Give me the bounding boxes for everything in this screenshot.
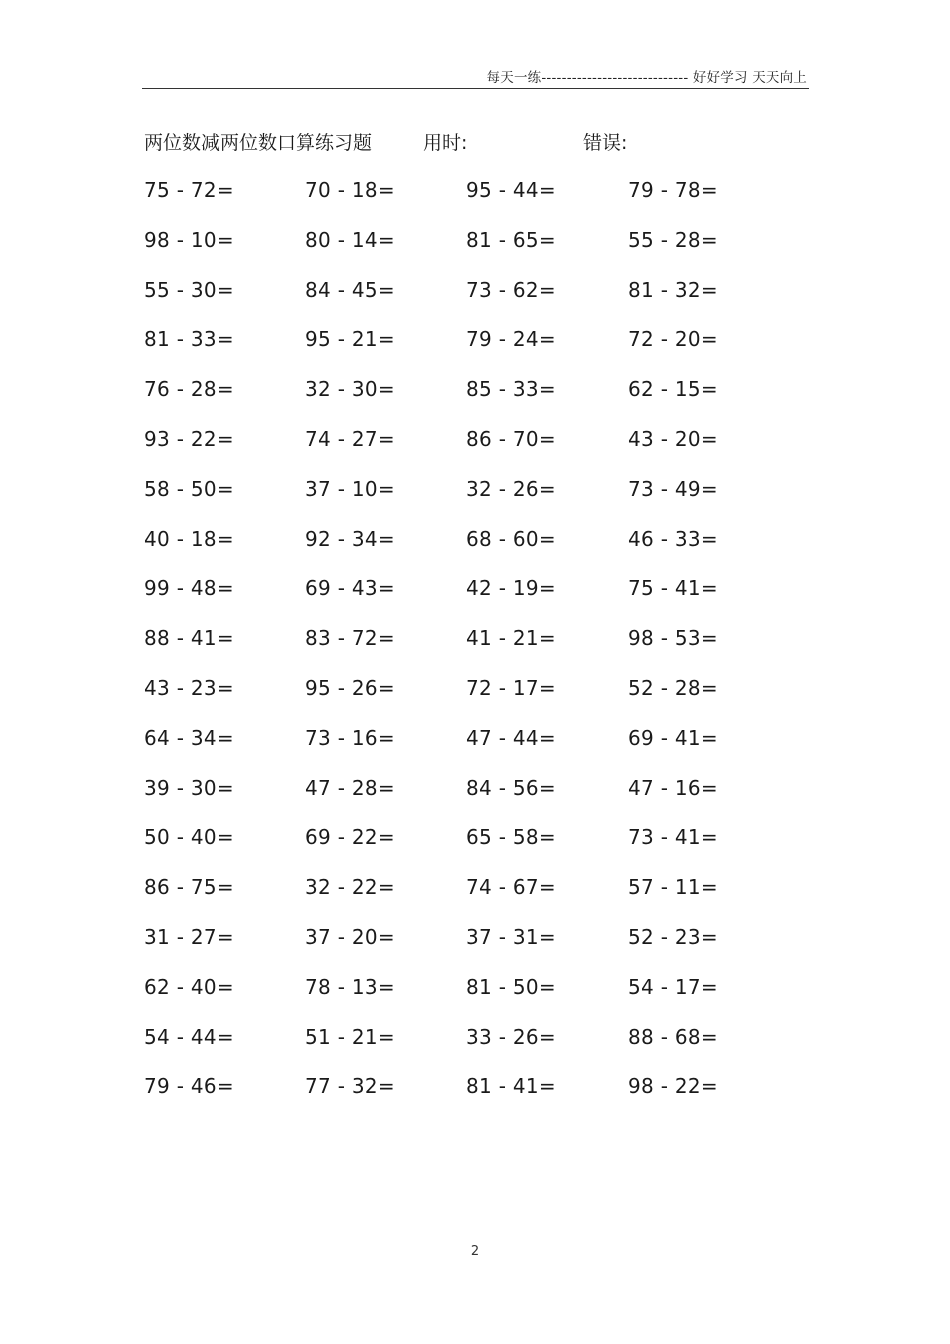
subtraction-problem: 41 - 21= [466, 626, 556, 651]
subtraction-problem: 81 - 33= [144, 327, 234, 352]
problem-row [0, 477, 950, 507]
subtraction-problem: 39 - 30= [144, 775, 234, 800]
subtraction-problem: 50 - 40= [144, 825, 234, 850]
subtraction-problem: 83 - 72= [305, 626, 395, 651]
subtraction-problem: 47 - 28= [305, 775, 395, 800]
subtraction-problem: 79 - 24= [466, 327, 556, 352]
problem-row [0, 228, 950, 258]
subtraction-problem: 84 - 56= [466, 775, 556, 800]
problem-row [0, 676, 950, 706]
subtraction-problem: 54 - 44= [144, 1024, 234, 1049]
subtraction-problem: 32 - 26= [466, 476, 556, 501]
subtraction-problem: 32 - 22= [305, 875, 395, 900]
subtraction-problem: 46 - 33= [628, 526, 718, 551]
time-used-label: 用时: [423, 132, 468, 154]
subtraction-problem: 95 - 21= [305, 327, 395, 352]
subtraction-problem: 70 - 18= [305, 178, 395, 202]
subtraction-problem: 40 - 18= [144, 526, 234, 551]
subtraction-problem: 73 - 16= [305, 725, 395, 750]
subtraction-problem: 74 - 27= [305, 427, 395, 451]
subtraction-problem: 80 - 14= [305, 227, 395, 252]
subtraction-problem: 37 - 20= [305, 925, 395, 949]
subtraction-problem: 62 - 40= [144, 974, 234, 999]
subtraction-problem: 88 - 68= [628, 1024, 718, 1049]
subtraction-problem: 42 - 19= [466, 576, 556, 601]
errors-label: 错误: [583, 132, 628, 154]
subtraction-problem: 58 - 50= [144, 476, 234, 501]
subtraction-problem: 43 - 20= [628, 427, 718, 451]
problem-row [0, 527, 950, 557]
subtraction-problem: 54 - 17= [628, 974, 718, 999]
subtraction-problem: 73 - 41= [628, 825, 718, 850]
subtraction-problem: 69 - 43= [305, 576, 395, 601]
subtraction-problem: 62 - 15= [628, 377, 718, 402]
subtraction-problem: 75 - 41= [628, 576, 718, 601]
subtraction-problem: 74 - 67= [466, 875, 556, 900]
subtraction-problem: 52 - 23= [628, 925, 718, 949]
subtraction-problem: 88 - 41= [144, 626, 234, 651]
subtraction-problem: 37 - 31= [466, 925, 556, 949]
problem-row [0, 427, 950, 457]
subtraction-problem: 93 - 22= [144, 427, 234, 451]
subtraction-problem: 51 - 21= [305, 1024, 395, 1049]
subtraction-problem: 95 - 26= [305, 676, 395, 700]
subtraction-problem: 84 - 45= [305, 277, 395, 302]
problem-row [0, 726, 950, 756]
subtraction-problem: 72 - 20= [628, 327, 718, 352]
worksheet-title-row [0, 128, 950, 158]
subtraction-problem: 81 - 50= [466, 974, 556, 999]
subtraction-problem: 57 - 11= [628, 875, 718, 900]
subtraction-problem: 43 - 23= [144, 676, 234, 700]
problem-row [0, 377, 950, 407]
subtraction-problem: 73 - 62= [466, 277, 556, 302]
subtraction-problem: 31 - 27= [144, 925, 234, 949]
problem-row [0, 626, 950, 656]
problem-row [0, 825, 950, 855]
worksheet-title: 两位数减两位数口算练习题 [144, 132, 373, 154]
problem-row [0, 975, 950, 1005]
problem-row [0, 1025, 950, 1055]
subtraction-problem: 79 - 46= [144, 1074, 234, 1099]
subtraction-problem: 73 - 49= [628, 476, 718, 501]
subtraction-problem: 65 - 58= [466, 825, 556, 850]
problem-row [0, 776, 950, 806]
subtraction-problem: 81 - 32= [628, 277, 718, 302]
subtraction-problem: 99 - 48= [144, 576, 234, 601]
subtraction-problem: 47 - 16= [628, 775, 718, 800]
subtraction-problem: 69 - 22= [305, 825, 395, 850]
problem-row [0, 576, 950, 606]
page-number: 2 [470, 1244, 480, 1259]
header-motto: 每天一练----------------------------- 好好学习 天天向上 [486, 70, 807, 86]
problem-row [0, 278, 950, 308]
subtraction-problem: 86 - 70= [466, 427, 556, 451]
subtraction-problem: 86 - 75= [144, 875, 234, 900]
problem-row [0, 1074, 950, 1104]
subtraction-problem: 78 - 13= [305, 974, 395, 999]
subtraction-problem: 98 - 53= [628, 626, 718, 651]
subtraction-problem: 81 - 65= [466, 227, 556, 252]
subtraction-problem: 92 - 34= [305, 526, 395, 551]
subtraction-problem: 32 - 30= [305, 377, 395, 402]
subtraction-problem: 47 - 44= [466, 725, 556, 750]
problem-row [0, 925, 950, 955]
problem-row [0, 875, 950, 905]
subtraction-problem: 98 - 10= [144, 227, 234, 252]
subtraction-problem: 55 - 28= [628, 227, 718, 252]
subtraction-problem: 68 - 60= [466, 526, 556, 551]
problem-row [0, 178, 950, 208]
subtraction-problem: 64 - 34= [144, 725, 234, 750]
subtraction-problem: 55 - 30= [144, 277, 234, 302]
subtraction-problem: 79 - 78= [628, 178, 718, 202]
subtraction-problem: 98 - 22= [628, 1074, 718, 1099]
subtraction-problem: 81 - 41= [466, 1074, 556, 1099]
subtraction-problem: 85 - 33= [466, 377, 556, 402]
subtraction-problem: 37 - 10= [305, 476, 395, 501]
subtraction-problem: 76 - 28= [144, 377, 234, 402]
subtraction-problem: 75 - 72= [144, 178, 234, 202]
subtraction-problem: 72 - 17= [466, 676, 556, 700]
problem-row [0, 327, 950, 357]
subtraction-problem: 95 - 44= [466, 178, 556, 202]
page-header [142, 62, 809, 89]
subtraction-problem: 52 - 28= [628, 676, 718, 700]
subtraction-problem: 77 - 32= [305, 1074, 395, 1099]
subtraction-problem: 33 - 26= [466, 1024, 556, 1049]
subtraction-problem: 69 - 41= [628, 725, 718, 750]
